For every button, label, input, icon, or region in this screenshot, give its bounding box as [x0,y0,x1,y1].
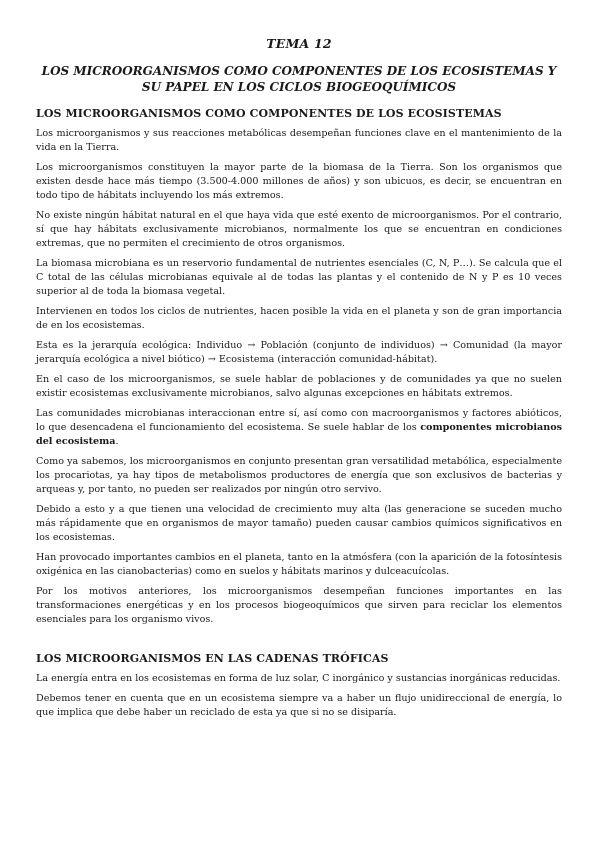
paragraph: Intervienen en todos los ciclos de nutrientes, hacen posible la vida en el planeta y son de gran importancia de en los ecosistemas. [36,306,562,331]
paragraph: No existe ningún hábitat natural en el que haya vida que esté exento de microorganismos. Por el contrario, sí que hay hábitats exclusivamente microbianos, normalmente los que se encuentran en condiciones extremas, que no permiten el crecimiento de otros organismos. [36,210,562,249]
paragraph-text: Las comunidades microbianas interaccionan entre sí, así como con macroorganismos y factores abióticos, lo que desencadena el funcionamiento del ecosistema. Se suele hablar de los [36,408,562,433]
paragraph-jerarquia: Esta es la jerarquía ecológica: Individuo → Población (conjunto de individuos) → Comunidad (la mayor jerarquía ecológica a nivel biótico) → Ecosistema (interacción comunidad-hábitat). [36,340,562,365]
paragraph: Los microorganismos constituyen la mayor parte de la biomasa de la Tierra. Son los organismos que existen desde hace más tiempo (3.500-4.000 millones de años) y son ubicuos, es decir, se encuentran en todo tipo de hábitats incluyendo los más extremos. [36,162,562,201]
paragraph: Debido a esto y a que tienen una velocidad de crecimiento muy alta (las generacione se suceden mucho más rápidamente que en organismos de mayor tamaño) pueden causar cambios químicos significativos en los ecosistemas. [36,504,562,543]
section-heading-cadenas-troficas: LOS MICROORGANISMOS EN LAS CADENAS TRÓFICAS [36,652,389,665]
tema-number: TEMA 12 [266,36,332,51]
bold-term: componentes microbianos del ecosistema [36,422,562,447]
paragraph: La biomasa microbiana es un reservorio fundamental de nutrientes esenciales (C, N, P…). Se calcula que el C total de las células microbianas equivale al de todas las plantas y el contenido de N y P es 10 veces superior al de toda la biomasa vegetal. [36,258,562,297]
paragraph: Por los motivos anteriores, los microorganismos desempeñan funciones importantes en las transformaciones energéticas y en los procesos biogeoquímicos que sirven para reciclar los elementos esenciales para los organismo vivos. [36,586,562,625]
document-page [36,36,562,726]
paragraph: Debemos tener en cuenta que en un ecosistema siempre va a haber un flujo unidireccional de energía, lo que implica que debe haber un reciclado de esta ya que si no se disiparía. [36,693,562,718]
paragraph: En el caso de los microorganismos, se suele hablar de poblaciones y de comunidades ya que no suelen existir ecosistemas exclusivamente microbianos, salvo algunas excepciones en hábitats extremos. [36,374,562,399]
section-heading-componentes: LOS MICROORGANISMOS COMO COMPONENTES DE LOS ECOSISTEMAS [36,107,502,120]
document-title: LOS MICROORGANISMOS COMO COMPONENTES DE LOS ECOSISTEMAS Y SU PAPEL EN LOS CICLOS BIOGEOQUÍMICOS [41,64,557,94]
paragraph-comunidades [36,407,562,449]
paragraph-end: . [115,436,119,447]
paragraph: Los microorganismos y sus reacciones metabólicas desempeñan funciones clave en el mantenimiento de la vida en la Tierra. [36,128,562,153]
paragraph: La energía entra en los ecosistemas en forma de luz solar, C inorgánico y sustancias inorgánicas reducidas. [36,673,561,684]
paragraph: Han provocado importantes cambios en el planeta, tanto en la atmósfera (con la aparición de la fotosíntesis oxigénica en las cianobacterias) como en suelos y hábitats marinos y dulceacuícolas. [36,552,562,577]
paragraph: Como ya sabemos, los microorganismos en conjunto presentan gran versatilidad metabólica, especialmente los procariotas, ya hay tipos de metabolismos productores de energía que son exclusivos de bacterias y arqueas y, por tanto, no pueden ser realizados por ningún otro servivo. [36,456,562,495]
